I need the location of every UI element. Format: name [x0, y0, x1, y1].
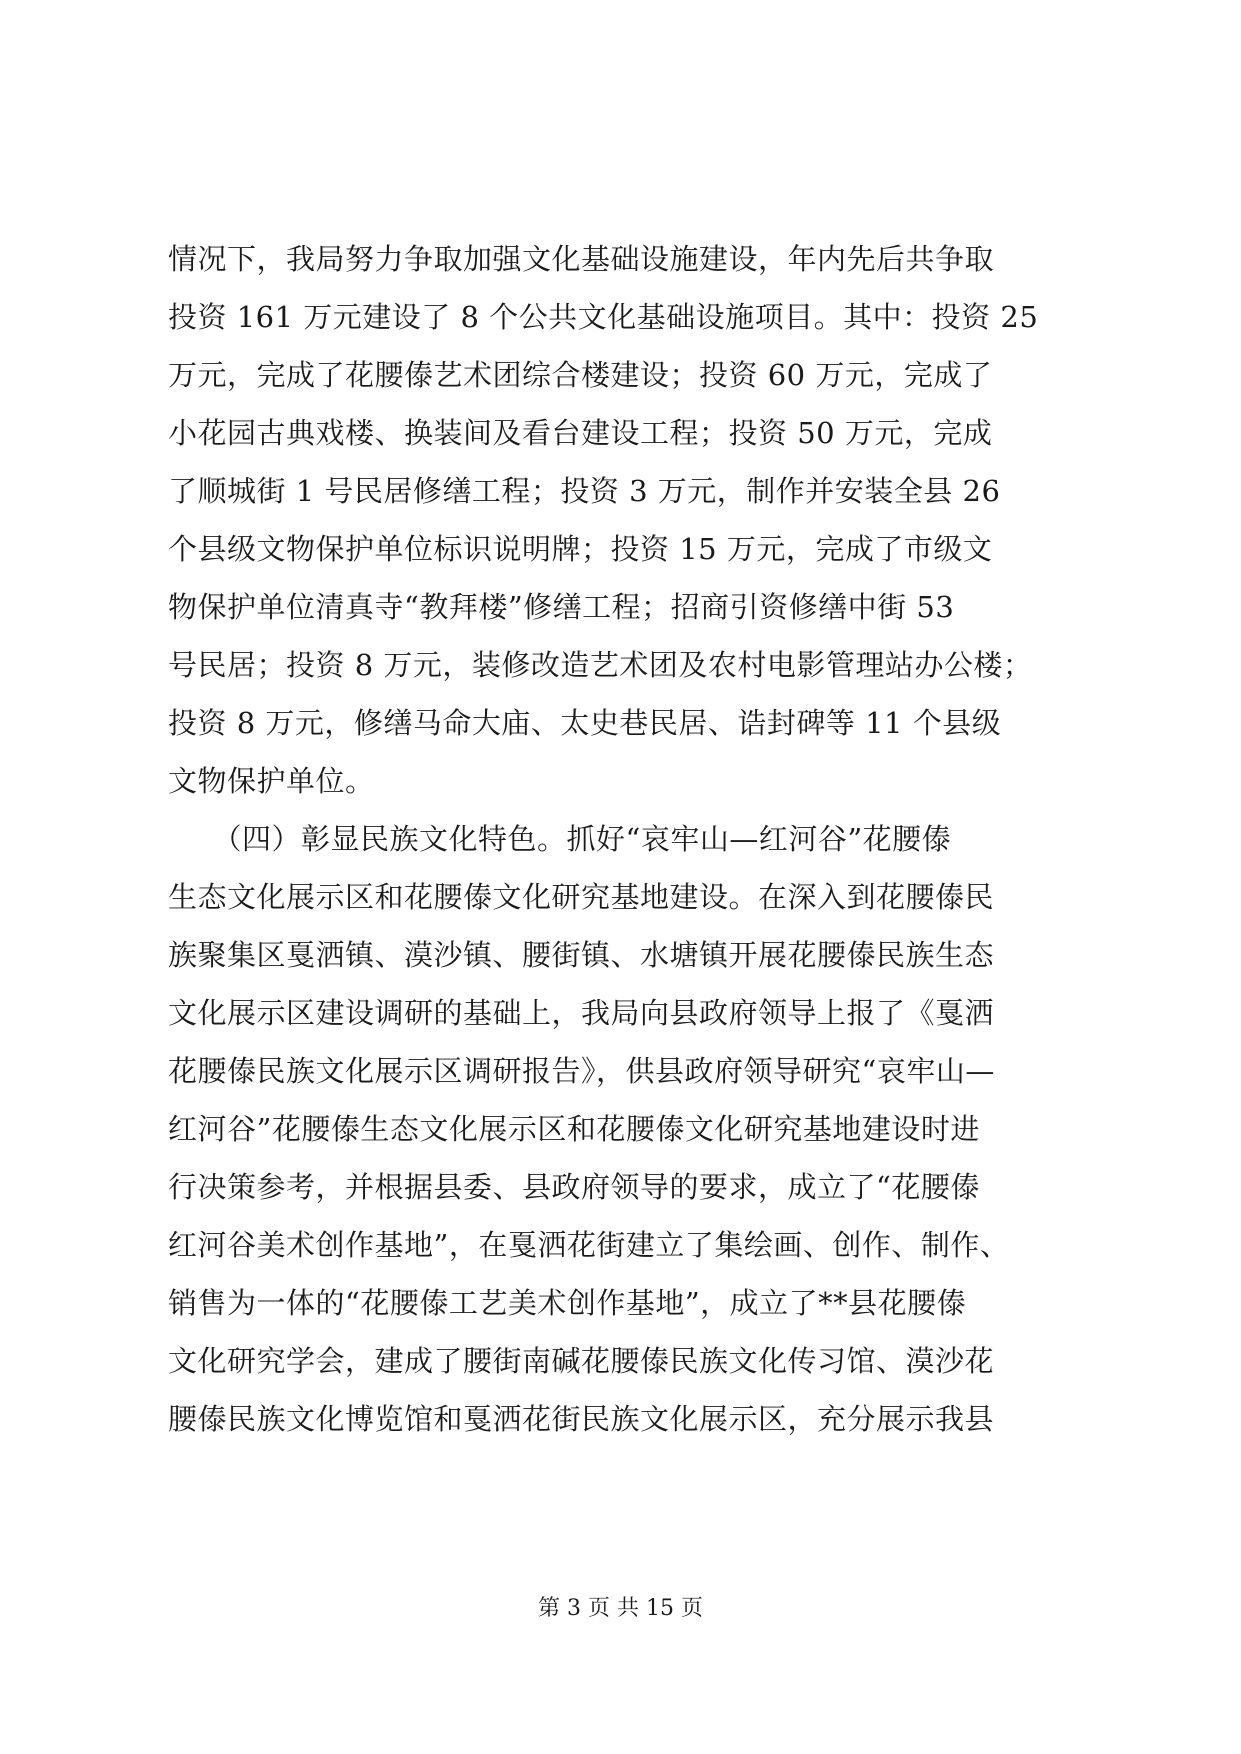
text-line: 了顺城街 1 号民居修缮工程；投资 3 万元，制作并安装全县 26: [168, 474, 1001, 508]
text-line: 文化研究学会，建成了腰街南碱花腰傣民族文化传习馆、漠沙花: [168, 1344, 995, 1378]
text-line: 小花园古典戏楼、换装间及看台建设工程；投资 50 万元，完成: [168, 416, 993, 450]
text-line: 红河谷美术创作基地”，在戛洒花街建立了集绘画、创作、制作、: [168, 1228, 1010, 1262]
text-line: 文物保护单位。: [168, 764, 375, 798]
body-text: [168, 230, 1088, 1448]
text-line: （四）彰显民族文化特色。抓好“哀牢山—红河谷”花腰傣: [168, 822, 952, 856]
text-line: 行决策参考，并根据县委、县政府领导的要求，成立了“花腰傣: [168, 1170, 980, 1204]
text-line: 花腰傣民族文化展示区调研报告》，供县政府领导研究“哀牢山—: [168, 1054, 995, 1088]
page-number-label: 第 3 页 共 15 页: [538, 1596, 703, 1621]
text-line: 情况下，我局努力争取加强文化基础设施建设，年内先后共争取: [168, 242, 995, 276]
text-line: 腰傣民族文化博览馆和戛洒花街民族文化展示区，充分展示我县: [168, 1402, 995, 1436]
text-line: 红河谷”花腰傣生态文化展示区和花腰傣文化研究基地建设时进: [168, 1112, 980, 1146]
text-line: 族聚集区戛洒镇、漠沙镇、腰街镇、水塘镇开展花腰傣民族生态: [168, 938, 995, 972]
text-line: 号民居；投资 8 万元，装修改造艺术团及农村电影管理站办公楼；: [168, 648, 1033, 682]
text-line: 文化展示区建设调研的基础上，我局向县政府领导上报了《戛洒: [168, 996, 995, 1030]
text-line: 投资 161 万元建设了 8 个公共文化基础设施项目。其中：投资 25: [168, 300, 1039, 334]
text-line: 万元，完成了花腰傣艺术团综合楼建设；投资 60 万元，完成了: [168, 358, 993, 392]
text-line: 销售为一体的“花腰傣工艺美术创作基地”，成立了**县花腰傣: [168, 1286, 967, 1320]
text-line: 物保护单位清真寺“教拜楼”修缮工程；招商引资修缮中街 53: [168, 590, 955, 624]
text-line: 生态文化展示区和花腰傣文化研究基地建设。在深入到花腰傣民: [168, 880, 995, 914]
page-footer: [0, 1594, 1241, 1624]
text-line: 个县级文物保护单位标识说明牌；投资 15 万元，完成了市级文: [168, 532, 993, 566]
text-line: 投资 8 万元，修缮马命大庙、太史巷民居、诰封碑等 11 个县级: [168, 706, 1002, 740]
